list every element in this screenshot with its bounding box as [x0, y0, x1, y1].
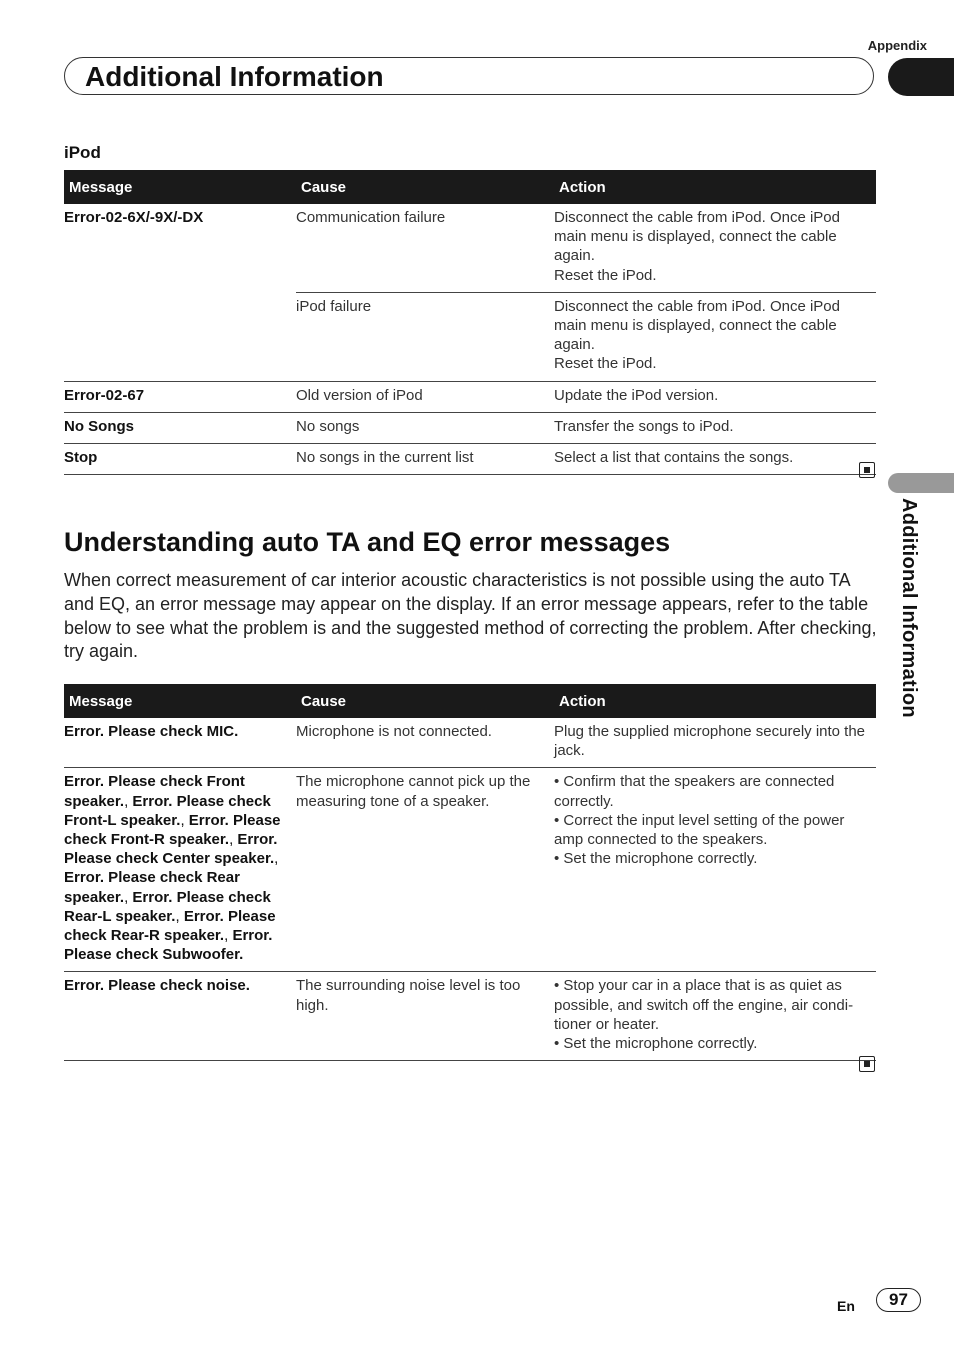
table-header-row [64, 684, 876, 718]
message-part: Error. Please check Rear speaker. [64, 869, 240, 906]
column-header-message: Message [64, 684, 296, 718]
message-cell: No Songs [64, 412, 296, 443]
ipod-heading: iPod [64, 143, 101, 162]
language-label: En [837, 1298, 855, 1314]
action-cell: Plug the supplied microphone securely into the jack. [554, 718, 876, 768]
column-header-cause: Cause [296, 684, 554, 718]
page-title: Additional Information [85, 61, 384, 92]
table-row [64, 204, 876, 292]
table-row [64, 718, 876, 768]
section-tab-marker [888, 58, 954, 96]
appendix-label: Appendix [867, 38, 927, 53]
message-cell: Error-02-6X/-9X/-DX [64, 209, 204, 226]
cause-cell: The microphone cannot pick up the measuring tone of a speaker. [296, 768, 554, 972]
end-mark-icon [859, 1056, 875, 1072]
table-row [64, 292, 876, 381]
section-header [64, 57, 874, 95]
action-cell: Disconnect the cable from iPod. Once iPod main menu is displayed, connect the cable again. Reset the iPod. [554, 292, 876, 381]
cause-cell: Communication failure [296, 204, 554, 292]
message-part: Error. Please check Front-R speaker. [64, 811, 281, 849]
table-row [64, 444, 876, 475]
message-separator: , [180, 811, 189, 829]
cause-cell: Old version of iPod [296, 381, 554, 412]
table-row [64, 381, 876, 412]
end-mark-icon [859, 462, 875, 478]
message-part: Error. Please check Rear-R speaker. [64, 907, 276, 945]
column-header-action: Action [554, 684, 876, 718]
message-cell: Error. Please check MIC. [64, 718, 296, 768]
intro-paragraph: When correct measurement of car interior acoustic characteristics is not possible using the auto TA and EQ, an error message may appear on the display. If an error message appears, refer to the table below to see what the problem is and the suggested method of correcting the problem. After checking, try again. [64, 570, 877, 662]
column-header-cause: Cause [296, 170, 554, 204]
table-row [64, 412, 876, 443]
table-row [64, 768, 876, 972]
message-cell: Stop [64, 444, 296, 475]
cause-cell: The surrounding noise level is too high. [296, 972, 554, 1061]
action-cell: Disconnect the cable from iPod. Once iPod main menu is displayed, connect the cable again. Reset the iPod. [554, 204, 876, 292]
message-part: Error. Please check Rear-L speaker. [64, 888, 271, 925]
cause-cell: iPod failure [296, 292, 554, 381]
section-title: Understanding auto TA and EQ error messages [64, 527, 671, 557]
action-cell: Transfer the songs to iPod. [554, 412, 876, 443]
message-part: Error. Please check Center speaker. [64, 831, 278, 868]
table-row [64, 972, 876, 1061]
ipod-error-table [64, 170, 876, 475]
cause-cell: No songs in the current list [296, 444, 554, 475]
message-cell [64, 768, 296, 972]
message-separator: , [274, 850, 279, 868]
action-cell: • Stop your car in a place that is as quiet as possible, and switch off the engine, air condi-tioner or heater. • Set the microphone correctly. [554, 972, 876, 1061]
message-cell: Error. Please check noise. [64, 972, 296, 1061]
action-cell: • Confirm that the speakers are connected correctly. • Correct the input level setting of the power amp connected to the speakers. • Set the microphone correctly. [554, 768, 876, 972]
column-header-action: Action [554, 170, 876, 204]
table-header-row [64, 170, 876, 204]
message-part: Error. Please check Front-L speaker. [64, 792, 271, 829]
action-cell: Update the iPod version. [554, 381, 876, 412]
message-part: Error. Please check Front speaker. [64, 773, 245, 810]
message-separator: , [175, 907, 184, 925]
cause-cell: Microphone is not connected. [296, 718, 554, 768]
column-header-message: Message [64, 170, 296, 204]
side-tab-marker [888, 473, 954, 493]
message-part: Error. Please check Subwoofer. [64, 927, 273, 964]
message-separator: , [229, 831, 238, 849]
page-number: 97 [876, 1288, 921, 1312]
action-cell: Select a list that contains the songs. [554, 444, 876, 475]
side-section-label: Additional Information [898, 498, 920, 718]
message-cell: Error-02-67 [64, 381, 296, 412]
message-separator: , [224, 927, 233, 945]
message-separator: , [124, 888, 133, 906]
message-separator: , [124, 792, 133, 810]
ta-eq-error-table [64, 684, 876, 1061]
cause-cell: No songs [296, 412, 554, 443]
message-cell [64, 292, 296, 381]
